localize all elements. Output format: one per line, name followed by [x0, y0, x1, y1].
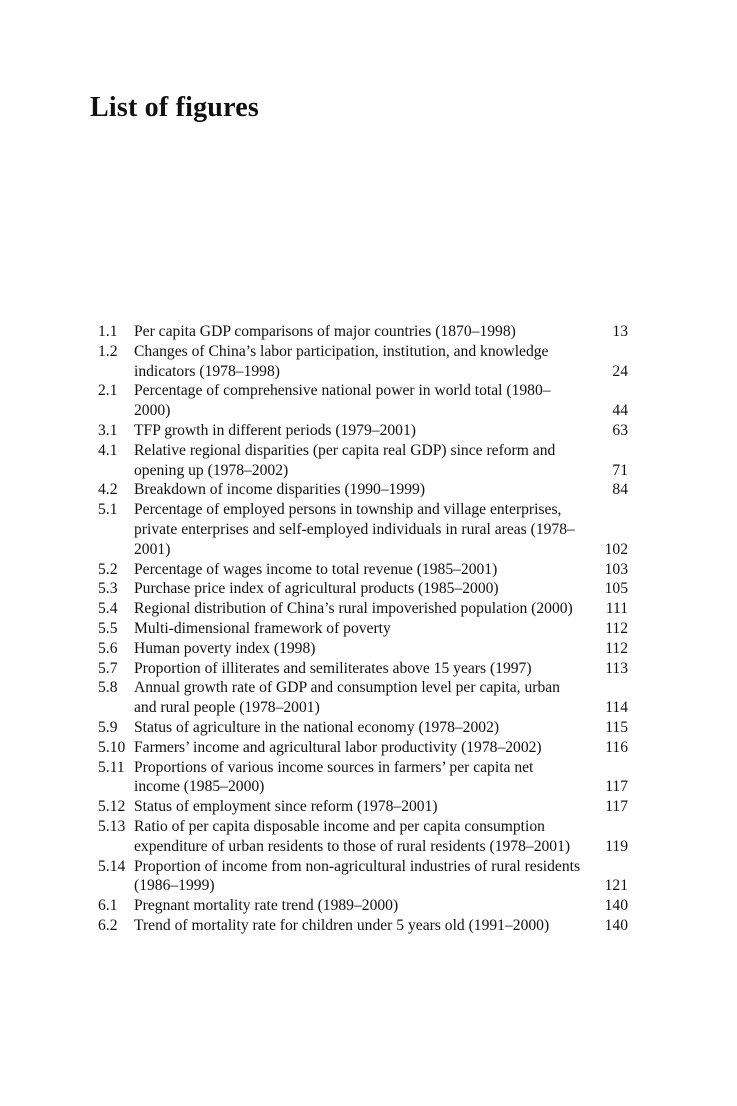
figure-page: 63 [612, 421, 628, 439]
figure-page: 140 [604, 897, 628, 915]
figure-page: 103 [604, 560, 628, 578]
figure-page: 111 [605, 600, 628, 618]
figure-page: 84 [612, 481, 628, 499]
page-title: List of figures [90, 92, 259, 123]
figure-number: 5.2 [98, 560, 118, 578]
figure-number: 1.1 [98, 323, 118, 340]
figure-title: Proportion of income from non-agricultural industries of rural residents (1986–1999) [134, 857, 581, 895]
figure-title: Percentage of employed persons in township and village enterprises, private enterprises and self-employed individuals in rural areas (1978–2001) [134, 501, 575, 558]
figure-number: 5.3 [98, 580, 118, 598]
figure-number: 6.2 [98, 916, 118, 934]
figure-entry[interactable] [98, 758, 628, 798]
figure-page: 44 [612, 402, 628, 420]
figure-title: Proportions of various income sources in farmers’ per capita net income (1985–2000) [134, 758, 534, 796]
figure-title: Breakdown of income disparities (1990–1999) [134, 481, 426, 499]
figure-entry[interactable] [98, 480, 628, 500]
figure-page: 116 [605, 738, 628, 756]
figure-title: Status of employment since reform (1978–2001) [134, 798, 438, 816]
figure-title: Proportion of illiterates and semiliterates above 15 years (1997) [134, 659, 532, 677]
figure-entry[interactable] [98, 619, 628, 639]
figure-entry[interactable] [98, 599, 628, 619]
figure-page: 71 [612, 461, 628, 479]
figure-entry[interactable] [98, 342, 628, 382]
figure-page: 112 [605, 639, 628, 657]
figure-entry[interactable] [98, 639, 628, 659]
figure-title: Percentage of comprehensive national power in world total (1980–2000) [134, 382, 551, 420]
figure-number: 4.1 [98, 441, 118, 459]
figure-title: Multi-dimensional framework of poverty [134, 619, 391, 637]
figure-entry[interactable] [98, 560, 628, 580]
figure-title: Annual growth rate of GDP and consumption level per capita, urban and rural people (1978–2001) [134, 679, 560, 717]
figure-number: 1.2 [98, 342, 118, 360]
figure-title: Percentage of wages income to total revenue (1985–2001) [134, 560, 498, 578]
figure-list [98, 322, 628, 936]
figure-entry[interactable] [98, 659, 628, 679]
figure-page: 112 [605, 619, 628, 637]
figure-entry[interactable] [98, 441, 628, 481]
figure-title: Ratio of per capita disposable income and per capita consumption expenditure of urban residents to those of rural residents (1978–2001) [134, 817, 571, 855]
figure-page: 13 [612, 323, 628, 340]
figure-entry[interactable] [98, 857, 628, 897]
figure-title: Human poverty index (1998) [134, 639, 316, 657]
figure-number: 6.1 [98, 897, 118, 915]
figure-entry[interactable] [98, 678, 628, 718]
figure-title: Relative regional disparities (per capita real GDP) since reform and opening up (1978–2002) [134, 441, 556, 479]
figure-entry[interactable] [98, 322, 628, 342]
figure-page: 119 [605, 837, 628, 855]
figure-entry[interactable] [98, 718, 628, 738]
figure-entry[interactable] [98, 381, 628, 421]
figure-number: 4.2 [98, 481, 118, 499]
figure-number: 5.7 [98, 659, 118, 677]
figure-number: 5.6 [98, 639, 118, 657]
figure-page: 140 [604, 916, 628, 934]
figure-title: TFP growth in different periods (1979–2001) [134, 421, 416, 439]
figure-title: Pregnant mortality rate trend (1989–2000) [134, 897, 399, 915]
figure-entry[interactable] [98, 500, 628, 559]
figure-number: 5.14 [98, 857, 126, 875]
figure-number: 5.5 [98, 619, 118, 637]
figure-page: 117 [605, 798, 628, 816]
figure-page: 121 [604, 877, 628, 895]
figure-number: 5.12 [98, 798, 126, 816]
figure-title: Changes of China’s labor participation, institution, and knowledge indicators (1978–1998) [134, 342, 549, 380]
figure-page: 105 [604, 580, 628, 598]
figure-title: Per capita GDP comparisons of major countries (1870–1998) [134, 323, 516, 340]
figure-page: 114 [605, 699, 628, 717]
figure-number: 5.4 [98, 600, 118, 618]
figure-entry[interactable] [98, 916, 628, 936]
figure-page: 117 [605, 778, 628, 796]
figure-entry[interactable] [98, 421, 628, 441]
figure-entry[interactable] [98, 797, 628, 817]
figure-title: Trend of mortality rate for children under 5 years old (1991–2000) [134, 916, 550, 934]
figure-number: 5.1 [98, 501, 118, 519]
figure-title: Purchase price index of agricultural products (1985–2000) [134, 580, 499, 598]
figure-number: 5.10 [98, 738, 126, 756]
figure-title: Regional distribution of China’s rural impoverished population (2000) [134, 600, 573, 618]
figure-number: 5.13 [98, 817, 126, 835]
figure-number: 3.1 [98, 421, 118, 439]
figure-entry[interactable] [98, 896, 628, 916]
figure-title: Status of agriculture in the national economy (1978–2002) [134, 718, 500, 736]
figure-page: 102 [604, 540, 628, 558]
figure-title: Farmers’ income and agricultural labor productivity (1978–2002) [134, 738, 542, 756]
figure-page: 24 [612, 362, 628, 380]
figure-page: 115 [605, 718, 628, 736]
figure-entry[interactable] [98, 738, 628, 758]
figure-number: 5.11 [98, 758, 125, 776]
figure-entry[interactable] [98, 579, 628, 599]
figure-entry[interactable] [98, 817, 628, 857]
figure-number: 2.1 [98, 382, 118, 400]
figure-number: 5.8 [98, 679, 118, 697]
figure-number: 5.9 [98, 718, 118, 736]
figure-page: 113 [605, 659, 628, 677]
